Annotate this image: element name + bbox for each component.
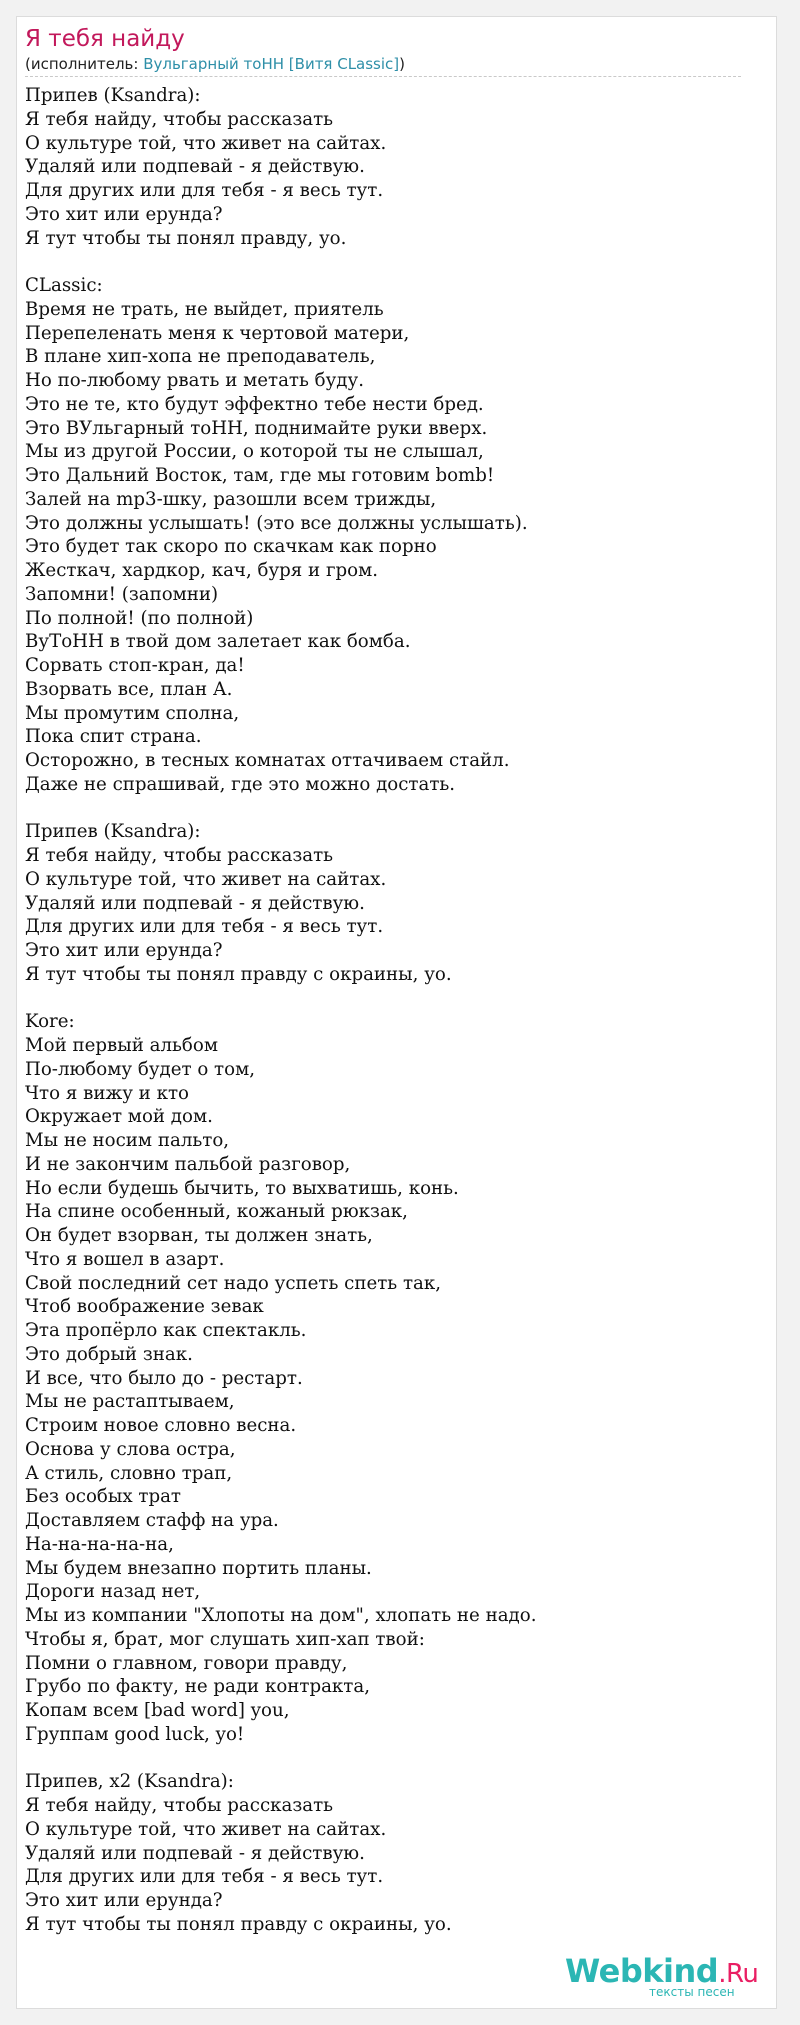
lyric-line: Припев (Ksandra): [25, 85, 201, 106]
lyric-line: На спине особенный, кожаный рюкзак, [25, 1201, 408, 1223]
lyric-line: Доставляем стафф на ура. [25, 1510, 279, 1531]
lyric-line: О культуре той, что живет на сайтах. [25, 868, 387, 890]
lyric-line: И не закончим пальбой разговор, [25, 1153, 351, 1175]
lyric-line: В плане хип-хопа не преподаватель, [25, 346, 376, 368]
stanza-break [25, 250, 741, 274]
lyric-line: Что я вижу и кто [25, 1082, 189, 1104]
lyric-line: Осторожно, в тесных комнатах оттачиваем стайл. [25, 750, 510, 771]
lyric-line: Мой первый альбом [25, 1035, 218, 1056]
lyric-line: Но если будешь бычить, то выхватишь, конь. [25, 1177, 459, 1199]
lyric-line: Он будет взорван, ты должен знать, [25, 1225, 373, 1246]
lyric-line: Чтобы я, брат, мог слушать хип-хап твой: [25, 1628, 425, 1650]
lyric-line: Взорвать все, план А. [25, 678, 233, 700]
lyric-line: Без особых трат [25, 1486, 181, 1508]
lyric-line: Грубо по факту, не ради контракта, [25, 1676, 370, 1698]
lyric-line: Я тебя найду, чтобы рассказать [25, 845, 334, 866]
lyric-line: Мы из компании "Хлопоты на дом", хлопать не надо. [25, 1605, 537, 1626]
lyric-line: Окружает мой дом. [25, 1106, 213, 1128]
lyric-line: Но по-любому рвать и метать буду. [25, 370, 364, 391]
lyric-line: По полной! (по полной) [25, 607, 254, 629]
lyric-line: Перепеленать меня к чертовой матери, [25, 322, 410, 344]
lyric-line: Это ВУльгарный тоНН, поднимайте руки вверх. [25, 417, 488, 439]
lyric-line: Я тебя найду, чтобы рассказать [25, 1795, 334, 1816]
lyric-line: Это не те, кто будут эффектно тебе нести бред. [25, 393, 484, 415]
lyric-line: Я тут чтобы ты понял правду, уо. [25, 227, 347, 249]
performer-link[interactable]: Вульгарный тоНН [Витя CLassic] [143, 55, 400, 73]
lyric-line: Я тут чтобы ты понял правду с окраины, уо. [25, 963, 452, 985]
lyric-line: Это хит или ерунда? [25, 1890, 223, 1911]
lyric-line: Эта пропёрло как спектакль. [25, 1320, 307, 1341]
lyric-line: Это будет так скоро по скачкам как порно [25, 536, 437, 558]
lyric-line: По-любому будет о том, [25, 1058, 255, 1080]
lyric-line: Я тут чтобы ты понял правду с окраины, уо. [25, 1913, 452, 1935]
lyric-line: Kore: [25, 1011, 75, 1033]
lyric-line: Это хит или ерунда? [25, 203, 223, 225]
lyric-line: Для других или для тебя - я весь тут. [25, 1866, 384, 1888]
logo-suffix-text: .Ru [718, 1959, 759, 1989]
stanza-break [25, 797, 741, 821]
lyric-line: Группам good luck, yo! [25, 1723, 245, 1745]
performer-line [25, 54, 741, 77]
lyric-line: На-на-на-на-на, [25, 1533, 174, 1555]
lyric-line: Припев (Ksandra): [25, 821, 201, 843]
lyric-line: Основа у слова остра, [25, 1438, 236, 1460]
lyric-line: Мы не носим пальто, [25, 1130, 230, 1151]
lyric-line: Копам всем [bad word] you, [25, 1700, 290, 1721]
lyric-line: Что я вошел в азарт. [25, 1248, 225, 1270]
lyric-line: Удаляй или подпевай - я действую. [25, 892, 365, 914]
lyric-line: Время не трать, не выйдет, приятель [25, 298, 384, 320]
lyric-line: Даже не спрашивай, где это можно достать. [25, 773, 456, 795]
lyric-line: Я тебя найду, чтобы рассказать [25, 108, 334, 130]
lyric-line: Для других или для тебя - я весь тут. [25, 916, 384, 938]
lyric-line: О культуре той, что живет на сайтах. [25, 132, 387, 154]
lyrics-text [25, 84, 741, 1937]
lyric-line: Это хит или ерунда? [25, 940, 223, 961]
lyric-line: Помни о главном, говори правду, [25, 1652, 348, 1674]
song-title: Я тебя найду [25, 26, 185, 52]
stanza-break [25, 1747, 741, 1771]
lyric-line: И все, что было до - рестарт. [25, 1367, 303, 1389]
lyric-line: Удаляй или подпевай - я действую. [25, 1842, 365, 1864]
lyric-line: CLassic: [25, 275, 103, 296]
logo-subtitle: тексты песен [649, 1985, 735, 1999]
webkind-logo[interactable] [565, 1953, 765, 2013]
lyric-line: Запомни! (запомни) [25, 583, 219, 605]
lyric-line: ВуТоНН в твой дом залетает как бомба. [25, 631, 411, 653]
lyric-line: Свой последний сет надо успеть спеть так, [25, 1272, 442, 1294]
logo-main-text: Webkind [565, 1952, 719, 1990]
stanza-break [25, 987, 741, 1011]
lyric-line: Это Дальний Восток, там, где мы готовим bomb! [25, 465, 495, 486]
lyric-line: Дороги назад нет, [25, 1581, 201, 1603]
lyric-line: О культуре той, что живет на сайтах. [25, 1818, 387, 1840]
lyric-line: Это добрый знак. [25, 1343, 193, 1365]
lyric-line: Мы не растаптываем, [25, 1391, 235, 1413]
performer-suffix: ) [399, 55, 405, 73]
lyric-line: Пока спит страна. [25, 726, 202, 748]
lyric-line: А стиль, словно трап, [25, 1462, 233, 1484]
lyric-line: Залей на mp3-шку, разошли всем трижды, [25, 488, 437, 510]
performer-prefix: (исполнитель: [25, 55, 144, 73]
lyric-line: Это должны услышать! (это все должны услышать). [25, 512, 528, 534]
lyric-line: Сорвать стоп-кран, да! [25, 655, 245, 676]
lyric-line: Чтоб воображение зевак [25, 1296, 264, 1318]
lyric-line: Жесткач, хардкор, кач, буря и гром. [25, 560, 379, 581]
song-header [25, 24, 741, 77]
lyric-line: Для других или для тебя - я весь тут. [25, 180, 384, 201]
lyric-line: Строим новое словно весна. [25, 1415, 297, 1436]
lyric-line: Мы будем внезапно портить планы. [25, 1557, 372, 1579]
lyric-line: Мы промутим сполна, [25, 702, 240, 724]
lyric-line: Припев, x2 (Ksandra): [25, 1771, 234, 1793]
lyric-line: Удаляй или подпевай - я действую. [25, 156, 365, 178]
lyric-line: Мы из другой России, о которой ты не слышал, [25, 441, 484, 463]
